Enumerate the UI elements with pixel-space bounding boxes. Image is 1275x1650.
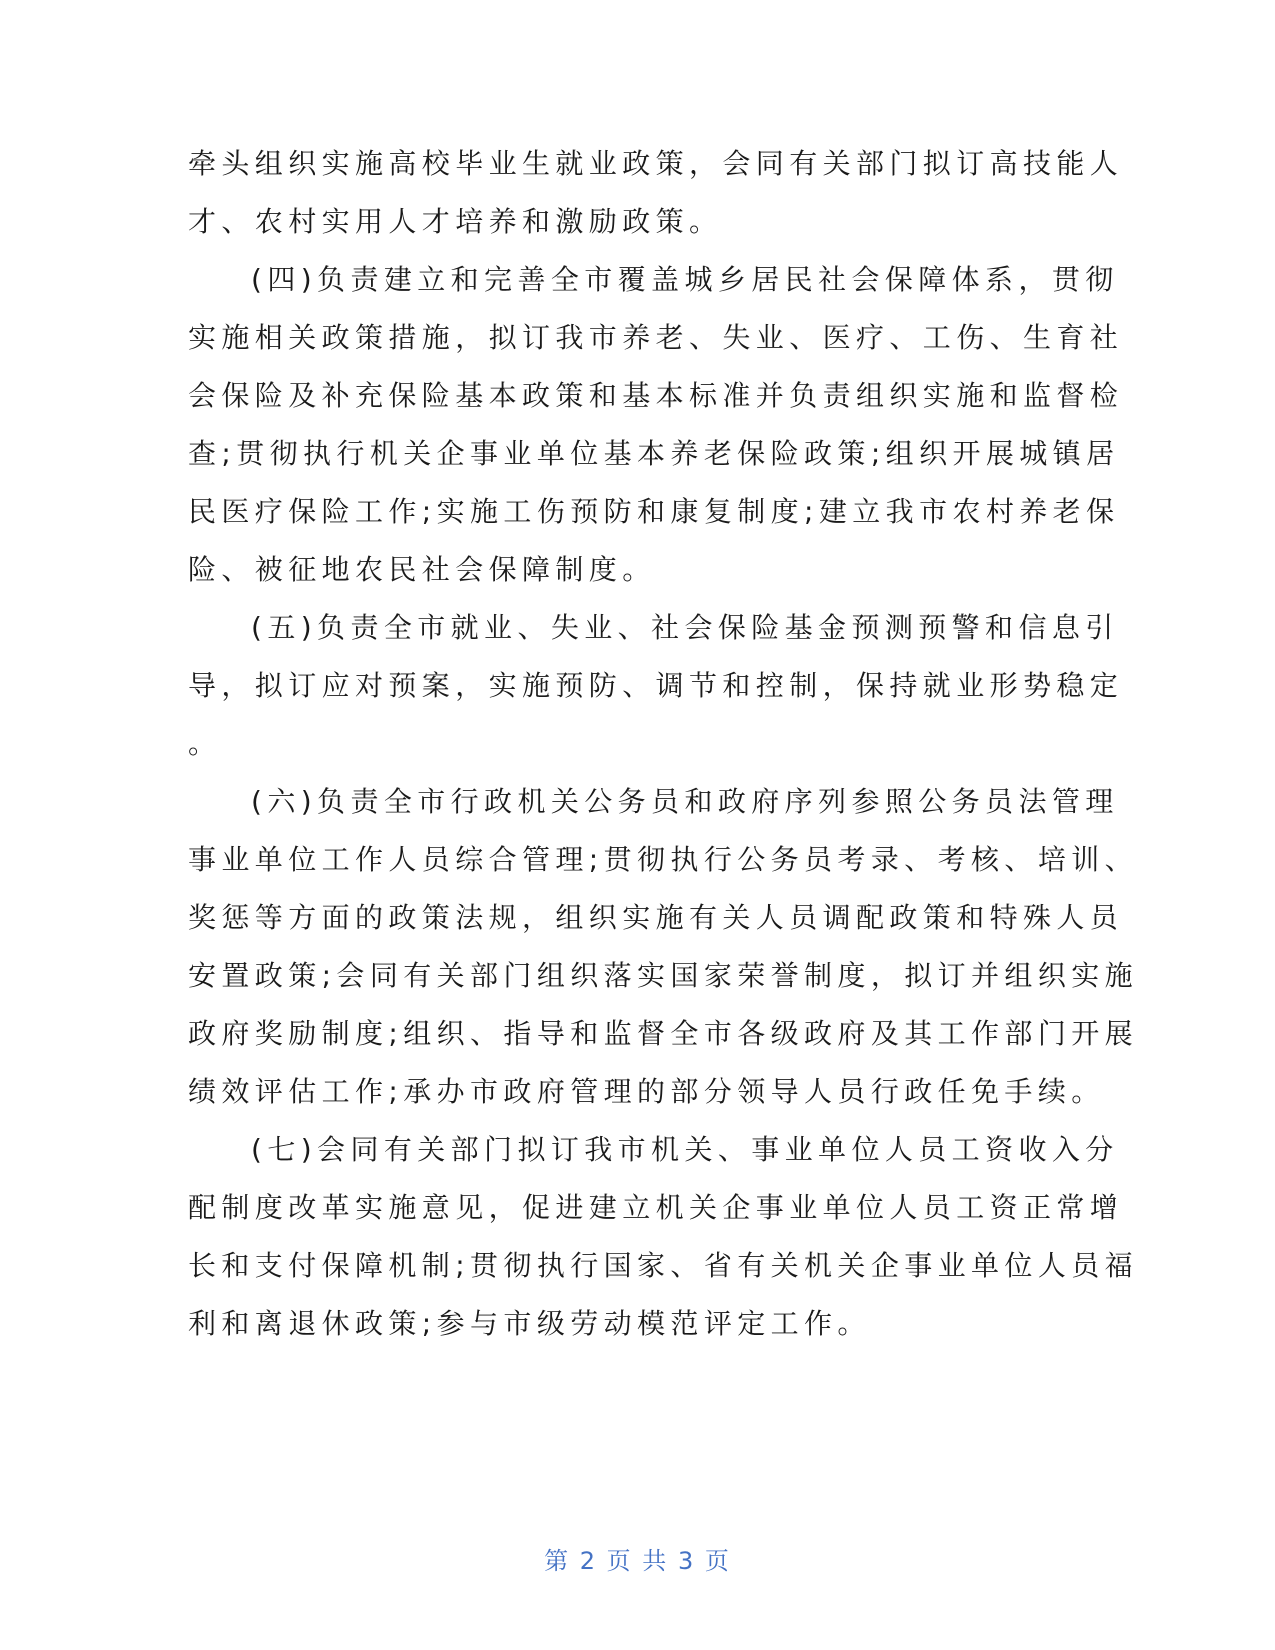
paragraph-line: 导，拟订应对预案，实施预防、调节和控制，保持就业形势稳定: [188, 669, 1124, 702]
paragraph-line: 安置政策;会同有关部门组织落实国家荣誉制度，拟订并组织实施: [188, 959, 1139, 992]
page-number: 第 2 页 共 3 页: [544, 1547, 731, 1575]
paragraph-line: 配制度改革实施意见，促进建立机关企事业单位人员工资正常增: [188, 1191, 1124, 1224]
paragraph-line: (七)会同有关部门拟订我市机关、事业单位人员工资收入分: [251, 1133, 1119, 1166]
paragraph-line: 。: [188, 727, 222, 760]
paragraph-line: (六)负责全市行政机关公务员和政府序列参照公务员法管理: [251, 785, 1119, 818]
paragraph-line: 才、农村实用人才培养和激励政策。: [188, 205, 723, 238]
paragraph-line: 险、被征地农民社会保障制度。: [188, 553, 656, 586]
paragraph-line: 政府奖励制度;组织、指导和监督全市各级政府及其工作部门开展: [188, 1017, 1139, 1050]
paragraph-line: 事业单位工作人员综合管理;贯彻执行公务员考录、考核、培训、: [188, 843, 1139, 876]
paragraph-line: 民医疗保险工作;实施工伤预防和康复制度;建立我市农村养老保: [188, 495, 1120, 528]
paragraph-line: 奖惩等方面的政策法规，组织实施有关人员调配政策和特殊人员: [188, 901, 1124, 934]
paragraph-line: (五)负责全市就业、失业、社会保险基金预测预警和信息引: [251, 611, 1119, 644]
paragraph-line: 绩效评估工作;承办市政府管理的部分领导人员行政任免手续。: [188, 1075, 1105, 1108]
paragraph-line: 实施相关政策措施，拟订我市养老、失业、医疗、工伤、生育社: [188, 321, 1124, 354]
paragraph-line: (四)负责建立和完善全市覆盖城乡居民社会保障体系，贯彻: [251, 263, 1119, 296]
paragraph-line: 牵头组织实施高校毕业生就业政策，会同有关部门拟订高技能人: [188, 147, 1124, 180]
paragraph-line: 查;贯彻执行机关企事业单位基本养老保险政策;组织开展城镇居: [188, 437, 1120, 470]
paragraph-line: 利和离退休政策;参与市级劳动模范评定工作。: [188, 1307, 871, 1340]
paragraph-line: 长和支付保障机制;贯彻执行国家、省有关机关企事业单位人员福: [188, 1249, 1139, 1282]
paragraph-line: 会保险及补充保险基本政策和基本标准并负责组织实施和监督检: [188, 379, 1124, 412]
